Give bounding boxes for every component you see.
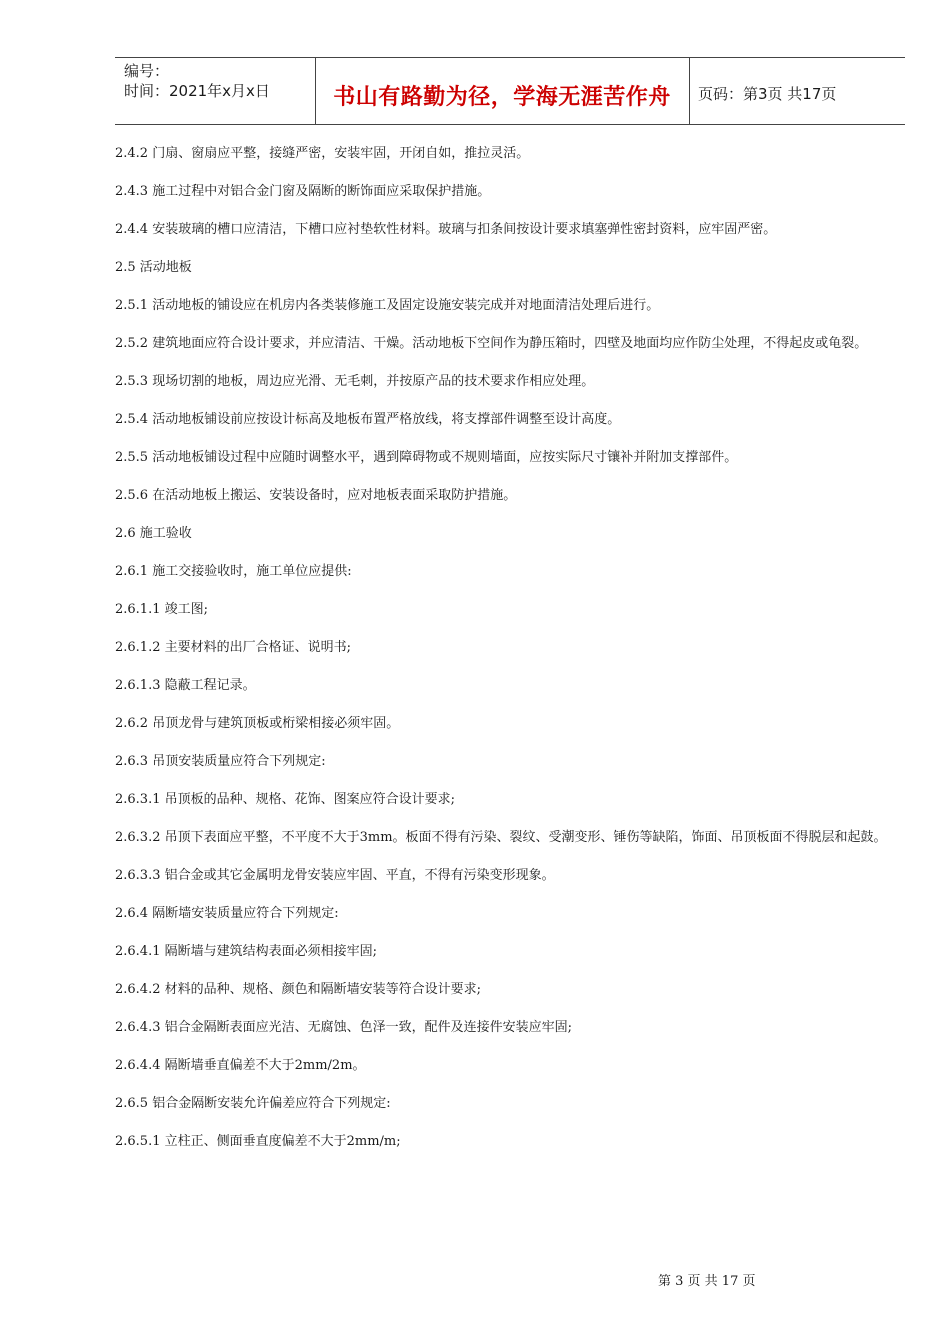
paragraph: 2.4.4 安装玻璃的槽口应清洁，下槽口应衬垫软性材料。玻璃与扣条间按设计要求填塞弹性密封资料，应牢固严密。 bbox=[115, 222, 777, 237]
section-heading: 2.5 活动地板 bbox=[115, 260, 192, 275]
paragraph: 2.6.1.2 主要材料的出厂合格证、说明书; bbox=[115, 640, 351, 655]
page-header bbox=[115, 57, 905, 125]
paragraph: 2.6.5 铝合金隔断安装允许偏差应符合下列规定: bbox=[115, 1096, 391, 1111]
paragraph: 2.6.2 吊顶龙骨与建筑顶板或桁梁相接必须牢固。 bbox=[115, 716, 400, 731]
paragraph: 2.6.3.2 吊顶下表面应平整，不平度不大于3mm。板面不得有污染、裂纹、受潮变形、锤伤等缺陷，饰面、吊顶板面不得脱层和起鼓。 bbox=[115, 830, 887, 845]
paragraph: 2.4.2 门扇、窗扇应平整，接缝严密，安装牢固，开闭自如，推拉灵活。 bbox=[115, 146, 530, 161]
paragraph: 2.6.1.3 隐蔽工程记录。 bbox=[115, 678, 256, 693]
paragraph: 2.6.1 施工交接验收时，施工单位应提供: bbox=[115, 564, 352, 579]
header-motto-cell bbox=[315, 58, 690, 124]
paragraph: 2.5.5 活动地板铺设过程中应随时调整水平，遇到障碍物或不规则墙面，应按实际尺寸镶补并附加支撑部件。 bbox=[115, 450, 738, 465]
paragraph: 2.6.5.1 立柱正、侧面垂直度偏差不大于2mm/m; bbox=[115, 1134, 401, 1149]
paragraph: 2.6.3 吊顶安装质量应符合下列规定: bbox=[115, 754, 326, 769]
section-heading: 2.6 施工验收 bbox=[115, 526, 192, 541]
time-label: 时间：2021年x月x日 bbox=[124, 82, 270, 100]
paragraph: 2.6.3.1 吊顶板的品种、规格、花饰、图案应符合设计要求; bbox=[115, 792, 455, 807]
paragraph: 2.5.3 现场切割的地板，周边应光滑、无毛刺，并按原产品的技术要求作相应处理。 bbox=[115, 374, 595, 389]
number-label: 编号： bbox=[124, 62, 170, 80]
paragraph: 2.6.4.2 材料的品种、规格、颜色和隔断墙安装等符合设计要求; bbox=[115, 982, 481, 997]
paragraph: 2.5.4 活动地板铺设前应按设计标高及地板布置严格放线，将支撑部件调整至设计高度。 bbox=[115, 412, 621, 427]
document-body bbox=[115, 146, 905, 1150]
paragraph: 2.5.2 建筑地面应符合设计要求，并应清洁、干燥。活动地板下空间作为静压箱时，四壁及地面均应作防尘处理，不得起皮或龟裂。 bbox=[115, 336, 868, 351]
paragraph: 2.6.1.1 竣工图; bbox=[115, 602, 208, 617]
header-meta-cell bbox=[115, 58, 316, 124]
paragraph: 2.5.1 活动地板的铺设应在机房内各类装修施工及固定设施安装完成并对地面清洁处理后进行。 bbox=[115, 298, 660, 313]
header-page-cell bbox=[689, 58, 905, 124]
paragraph: 2.6.4.3 铝合金隔断表面应光洁、无腐蚀、色泽一致，配件及连接件安装应牢固; bbox=[115, 1020, 572, 1035]
header-page-info: 页码：第3页 共17页 bbox=[698, 85, 837, 103]
paragraph: 2.5.6 在活动地板上搬运、安装设备时，应对地板表面采取防护措施。 bbox=[115, 488, 517, 503]
paragraph: 2.6.3.3 铝合金或其它金属明龙骨安装应牢固、平直，不得有污染变形现象。 bbox=[115, 868, 555, 883]
paragraph: 2.6.4.1 隔断墙与建筑结构表面必须相接牢固; bbox=[115, 944, 377, 959]
page-footer: 第 3 页 共 17 页 bbox=[658, 1274, 756, 1289]
paragraph: 2.6.4.4 隔断墙垂直偏差不大于2mm/2m。 bbox=[115, 1058, 366, 1073]
paragraph: 2.4.3 施工过程中对铝合金门窗及隔断的断饰面应采取保护措施。 bbox=[115, 184, 491, 199]
header-motto: 书山有路勤为径，学海无涯苦作舟 bbox=[333, 85, 671, 110]
paragraph: 2.6.4 隔断墙安装质量应符合下列规定: bbox=[115, 906, 339, 921]
